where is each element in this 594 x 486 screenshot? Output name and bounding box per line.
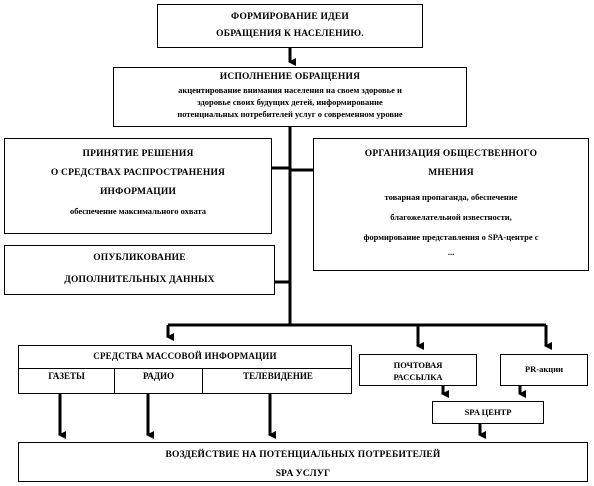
node-idea (157, 4, 423, 48)
media-cell-newspapers (19, 368, 114, 394)
node-spa-label: SPA ЦЕНТР (464, 407, 512, 417)
node-mail-line2: РАССЫЛКА (393, 372, 443, 382)
node-organization-sub1: товарная пропаганда, обеспечение (384, 192, 518, 202)
node-execution-line1: акцентирование внимания населения на своем здоровье и (178, 85, 402, 95)
node-pr-label: PR-акции (524, 364, 563, 374)
media-tv-label: ТЕЛЕВИДЕНИЕ (243, 371, 313, 381)
node-decision (4, 138, 272, 234)
node-decision-line3: ИНФОРМАЦИИ (99, 187, 177, 197)
node-execution-title: ИСПОЛНЕНИЕ ОБРАЩЕНИЯ (219, 72, 361, 82)
node-organization-line2: МНЕНИЯ (428, 168, 474, 178)
node-media-title: СРЕДСТВА МАССОВОЙ ИНФОРМАЦИИ (93, 351, 277, 361)
media-cell-tv (202, 368, 352, 394)
media-radio-label: РАДИО (142, 371, 175, 381)
node-decision-sub: обеспечение максимального охвата (69, 206, 207, 216)
node-idea-line1: ФОРМИРОВАНИЕ ИДЕИ (231, 12, 349, 22)
node-organization (313, 138, 589, 271)
node-decision-line1: ПРИНЯТИЕ РЕШЕНИЯ (82, 149, 194, 159)
node-spa (432, 401, 544, 424)
node-impact (18, 442, 588, 482)
node-publication-line2: ДОПОЛНИТЕЛЬНЫХ ДАННЫХ (64, 275, 215, 285)
node-media (18, 345, 352, 394)
node-organization-sub2: благожелательной известности, (390, 212, 512, 222)
media-cell-radio (114, 368, 202, 394)
node-execution-line3: потенциальных потребителей услуг о современном уровне (177, 109, 403, 119)
node-execution (113, 67, 467, 127)
node-decision-line2: О СРЕДСТВАХ РАСПРОСТРАНЕНИЯ (50, 168, 226, 178)
node-publication (4, 245, 275, 295)
node-mail (359, 354, 477, 386)
node-impact-line2: SPA УСЛУГ (275, 469, 331, 479)
node-mail-line1: ПОЧТОВАЯ (393, 360, 443, 370)
node-pr (500, 354, 588, 386)
media-newspapers-label: ГАЗЕТЫ (48, 371, 85, 381)
node-organization-sub3: формирование представления о SPA-центре с (363, 232, 539, 242)
node-publication-line1: ОПУБЛИКОВАНИЕ (93, 253, 186, 263)
node-execution-line2: здоровье своих будущих детей, информирование (197, 97, 383, 107)
node-organization-sub4: ... (447, 247, 455, 257)
node-idea-line2: ОБРАЩЕНИЯ К НАСЕЛЕНИЮ. (216, 29, 364, 39)
node-organization-line1: ОРГАНИЗАЦИЯ ОБЩЕСТВЕННОГО (364, 149, 538, 159)
node-impact-line1: ВОЗДЕЙСТВИЕ НА ПОТЕНЦИАЛЬНЫХ ПОТРЕБИТЕЛЕЙ (165, 450, 441, 460)
